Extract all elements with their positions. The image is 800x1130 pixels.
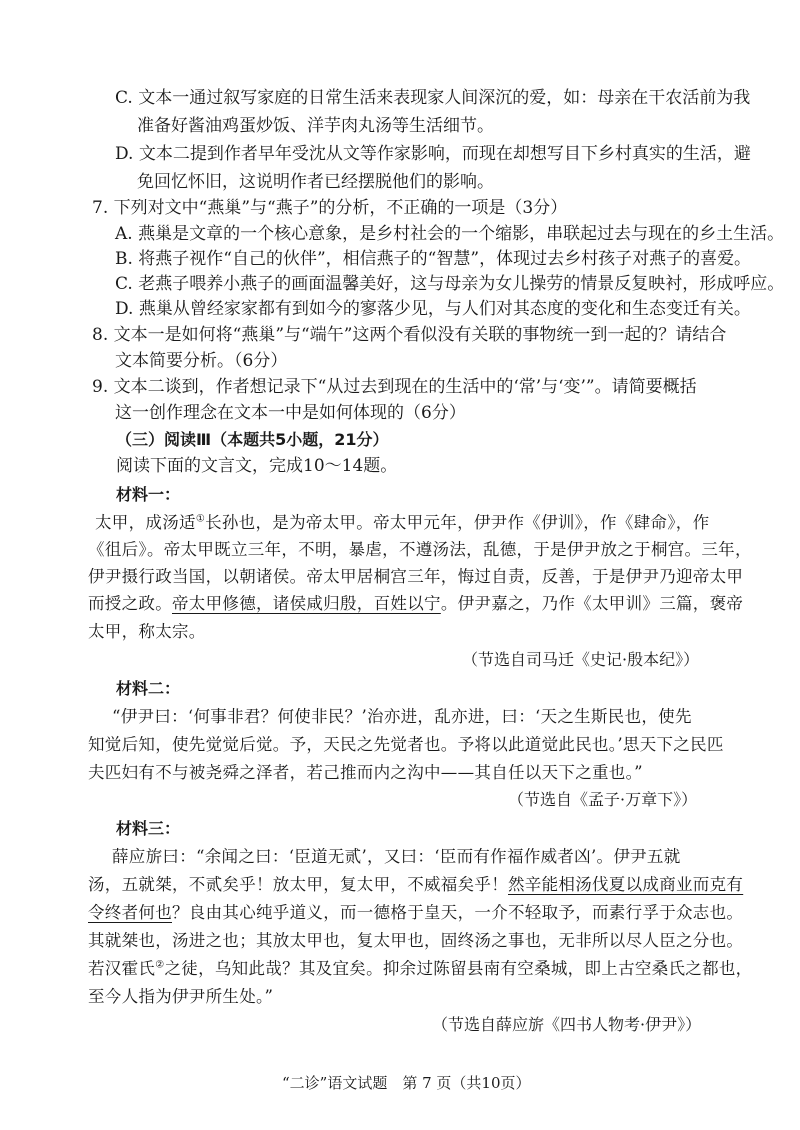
material-1-line3: 伊尹摄行政当国，以朝诸侯。帝太甲居桐宫三年，悔过自责，反善，于是伊尹乃迎帝太甲	[88, 567, 744, 586]
material-3-line5: 若汉霍氏②之徒，乌知此哉？其及宜矣。抑余过陈留县南有空桑城，即上古空桑氏之都也，	[88, 959, 753, 978]
material-1-line2: 《徂后》。帝太甲既立三年，不明，暴虐，不遵汤法，乱德，于是伊尹放之于桐宫。三年，	[88, 540, 752, 559]
material-3-line1: 薛应旂曰：“余闻之曰：‘臣道无贰’，又曰：‘臣而有作福作威者凶’。伊尹五就	[112, 847, 681, 866]
material-2-line2: 知觉后知，使先觉觉后觉。予，天民之先觉者也。予将以此道觉此民也。’思天下之民匹	[88, 735, 724, 754]
underlined-sentence-2a: 然辛能相汤伐夏以成商业而克有	[508, 875, 744, 894]
material-1-source: （节选自司马迁《史记·殷本纪》）	[462, 650, 700, 669]
material-2-line3: 夫匹妇有不与被尧舜之泽者，若己推而内之沟中——其自任以天下之重也。”	[88, 763, 643, 782]
underlined-sentence-1: 帝太甲修德，诸侯咸归殷，百姓以宁	[172, 594, 441, 613]
q8-line2: 文本简要分析。（6分）	[115, 351, 288, 371]
material-3-line3: 令终者何也？良由其心纯乎道义，而一德格于皇天，一介不轻取予，而素行孚于众志也。	[88, 903, 744, 922]
material-2-source: （节选自《孟子·万章下》）	[508, 790, 698, 809]
q7-option-d: D. 燕巢从曾经家家都有到如今的寥落少见，与人们对其态度的变化和生态变迁有关。	[115, 299, 751, 319]
material-2-label: 材料二：	[116, 679, 181, 698]
q7-option-c: C. 老燕子喂养小燕子的画面温馨美好，这与母亲为女儿操劳的情景反复映衬，形成呼应。	[115, 274, 785, 294]
footnote-2-marker: ②	[155, 959, 165, 971]
material-3-line4: 其就桀也，汤进之也；其放太甲也，复太甲也，固终汤之事也，无非所以尽人臣之分也。	[88, 931, 744, 950]
q7-stem: 7. 下列对文中“燕巢”与“燕子”的分析，不正确的一项是（3分）	[92, 198, 568, 218]
q9-line1: 9. 文本二谈到，作者想记录下“从过去到现在的生活中的‘常’与‘变’”。请简要概括	[92, 377, 697, 397]
material-3-line2: 汤，五就桀，不贰矣乎！放太甲，复太甲，不威福矣乎！然辛能相汤伐夏以成商业而克有	[88, 875, 744, 894]
q8-line1: 8. 文本一是如何将“燕巢”与“端午”这两个看似没有关联的事物统一到一起的？请结合	[92, 325, 727, 345]
q7-option-a: A. 燕巢是文章的一个核心意象，是乡村社会的一个缩影，串联起过去与现在的乡土生活。	[115, 224, 785, 244]
material-3-line6: 至今人指为伊尹所生处。”	[88, 987, 274, 1006]
q7-option-b: B. 将燕子视作“自己的伙伴”，相信燕子的“智慧”，体现过去乡村孩子对燕子的喜爱。	[115, 249, 752, 269]
q6-option-d-line2: 免回忆怀旧，这说明作者已经摆脱他们的影响。	[137, 172, 494, 192]
q6-option-c-line1: C. 文本一通过叙写家庭的日常生活来表现家人间深沉的爱，如：母亲在干农活前为我	[115, 88, 751, 108]
footnote-1-marker: ①	[195, 513, 206, 525]
q6-option-d-line1: D. 文本二提到作者早年受沈从文等作家影响，而现在却想写目下乡村真实的生活，避	[115, 144, 751, 164]
material-2-line1: “伊尹曰：‘何事非君？何使非民？’治亦进，乱亦进，曰：‘天之生斯民也，使先	[112, 707, 692, 726]
section-intro: 阅读下面的文言文，完成10～14题。	[116, 456, 398, 476]
material-1-line1: 太甲，成汤适①长孙也，是为帝太甲。帝太甲元年，伊尹作《伊训》，作《肆命》，作	[95, 513, 710, 532]
underlined-sentence-2b: 令终者何也	[88, 903, 172, 922]
section-title: （三）阅读Ⅲ（本题共5小题，21分）	[116, 430, 389, 449]
q9-line2: 这一创作理念在文本一中是如何体现的（6分）	[115, 403, 466, 423]
material-3-label: 材料三：	[116, 819, 181, 838]
page-footer: “二诊”语文试题 第 7 页（共10页）	[282, 1074, 531, 1092]
material-1-label: 材料一：	[116, 485, 181, 504]
q6-option-c-line2: 准备好酱油鸡蛋炒饭、洋芋肉丸汤等生活细节。	[137, 116, 494, 136]
material-1-line5: 太甲，称太宗。	[88, 622, 206, 641]
material-3-source: （节选自薛应旂《四书人物考·伊尹》）	[432, 1015, 702, 1034]
material-1-line4: 而授之政。帝太甲修德，诸侯咸归殷，百姓以宁。伊尹嘉之，乃作《太甲训》三篇，褒帝	[88, 594, 744, 613]
